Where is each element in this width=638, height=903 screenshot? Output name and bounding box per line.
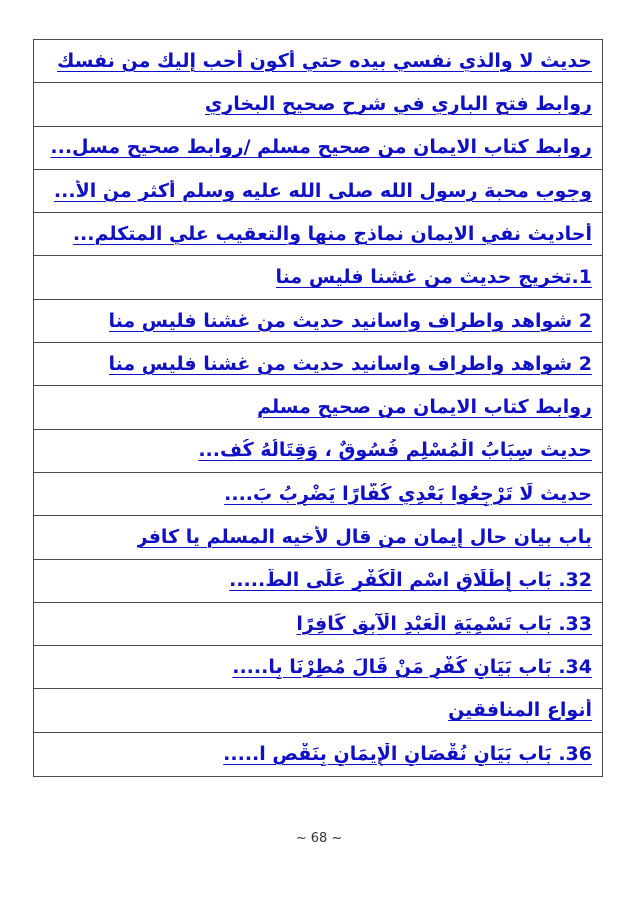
toc-link[interactable]: 32. بَاب إِطْلَاقِ اسْمِ الْكُفْرِ عَلَى الطَّ..... xyxy=(229,569,592,592)
toc-link[interactable]: حديث سِبَابُ الْمُسْلِمِ فُسُوقٌ ، وَقِتَالُهُ كُف... xyxy=(198,439,592,462)
toc-link[interactable]: 34. بَاب بَيَانِ كُفْرِ مَنْ قَالَ مُطِرْنَا بِا..... xyxy=(232,655,592,678)
toc-link[interactable]: أحاديث نفي الايمان نماذج منها والتعقيب علي المتكلم... xyxy=(72,222,592,245)
toc-link[interactable]: 1.تخريج حديث من غشنا فليس منا xyxy=(275,266,592,289)
toc-link[interactable]: باب بيان حال إيمان من قال لأخيه المسلم يا كافر xyxy=(136,526,592,549)
toc-link[interactable]: 2 شواهد واطراف واسانيد حديث من غشنا فليس منا xyxy=(108,352,592,375)
toc-row xyxy=(34,343,602,386)
toc-row xyxy=(34,603,602,646)
toc-table xyxy=(33,39,603,777)
toc-row xyxy=(34,430,602,473)
toc-row xyxy=(34,83,602,126)
toc-row xyxy=(34,170,602,213)
toc-link[interactable]: أنواع المنافقين xyxy=(448,699,592,722)
toc-link[interactable]: وجوب محبة رسول الله صلى الله عليه وسلم أكثر من الأ... xyxy=(53,179,592,202)
toc-row xyxy=(34,733,602,776)
toc-link[interactable]: 2 شواهد واطراف واسانيد حديث من غشنا فليس منا xyxy=(108,309,592,332)
toc-link[interactable]: 36. بَاب بَيَانِ نُقْصَانِ الْإِيمَانِ بِنَقْصِ ا..... xyxy=(223,743,592,765)
toc-link[interactable]: 33. بَاب تَسْمِيَةِ الْعَبْدِ الْآبِقِ كَافِرًا xyxy=(296,612,592,635)
toc-row xyxy=(34,560,602,603)
page-number: ~ 68 ~ xyxy=(295,831,343,846)
toc-row xyxy=(34,213,602,256)
toc-link[interactable]: روابط كتاب الايمان من صحيح مسلم /روابط صحيح مسل... xyxy=(50,136,592,159)
toc-row xyxy=(34,300,602,343)
toc-row xyxy=(34,40,602,83)
toc-link[interactable]: حديث لَا تَرْجِعُوا بَعْدِي كُفَّارًا يَضْرِبُ بَ.... xyxy=(224,482,592,505)
toc-link[interactable]: روابط فتح الباري في شرح صحيح البخاري xyxy=(204,93,592,116)
toc-row xyxy=(34,516,602,559)
toc-row xyxy=(34,386,602,429)
toc-link[interactable]: حديث لا والذي نفسي بيده حتي أكون أحب إليك من نفسك xyxy=(57,49,592,72)
toc-row xyxy=(34,689,602,732)
toc-link[interactable]: روابط كتاب الايمان من صحيح مسلم xyxy=(257,396,592,419)
toc-row xyxy=(34,127,602,170)
toc-row xyxy=(34,256,602,299)
toc-row xyxy=(34,473,602,516)
toc-row xyxy=(34,646,602,689)
